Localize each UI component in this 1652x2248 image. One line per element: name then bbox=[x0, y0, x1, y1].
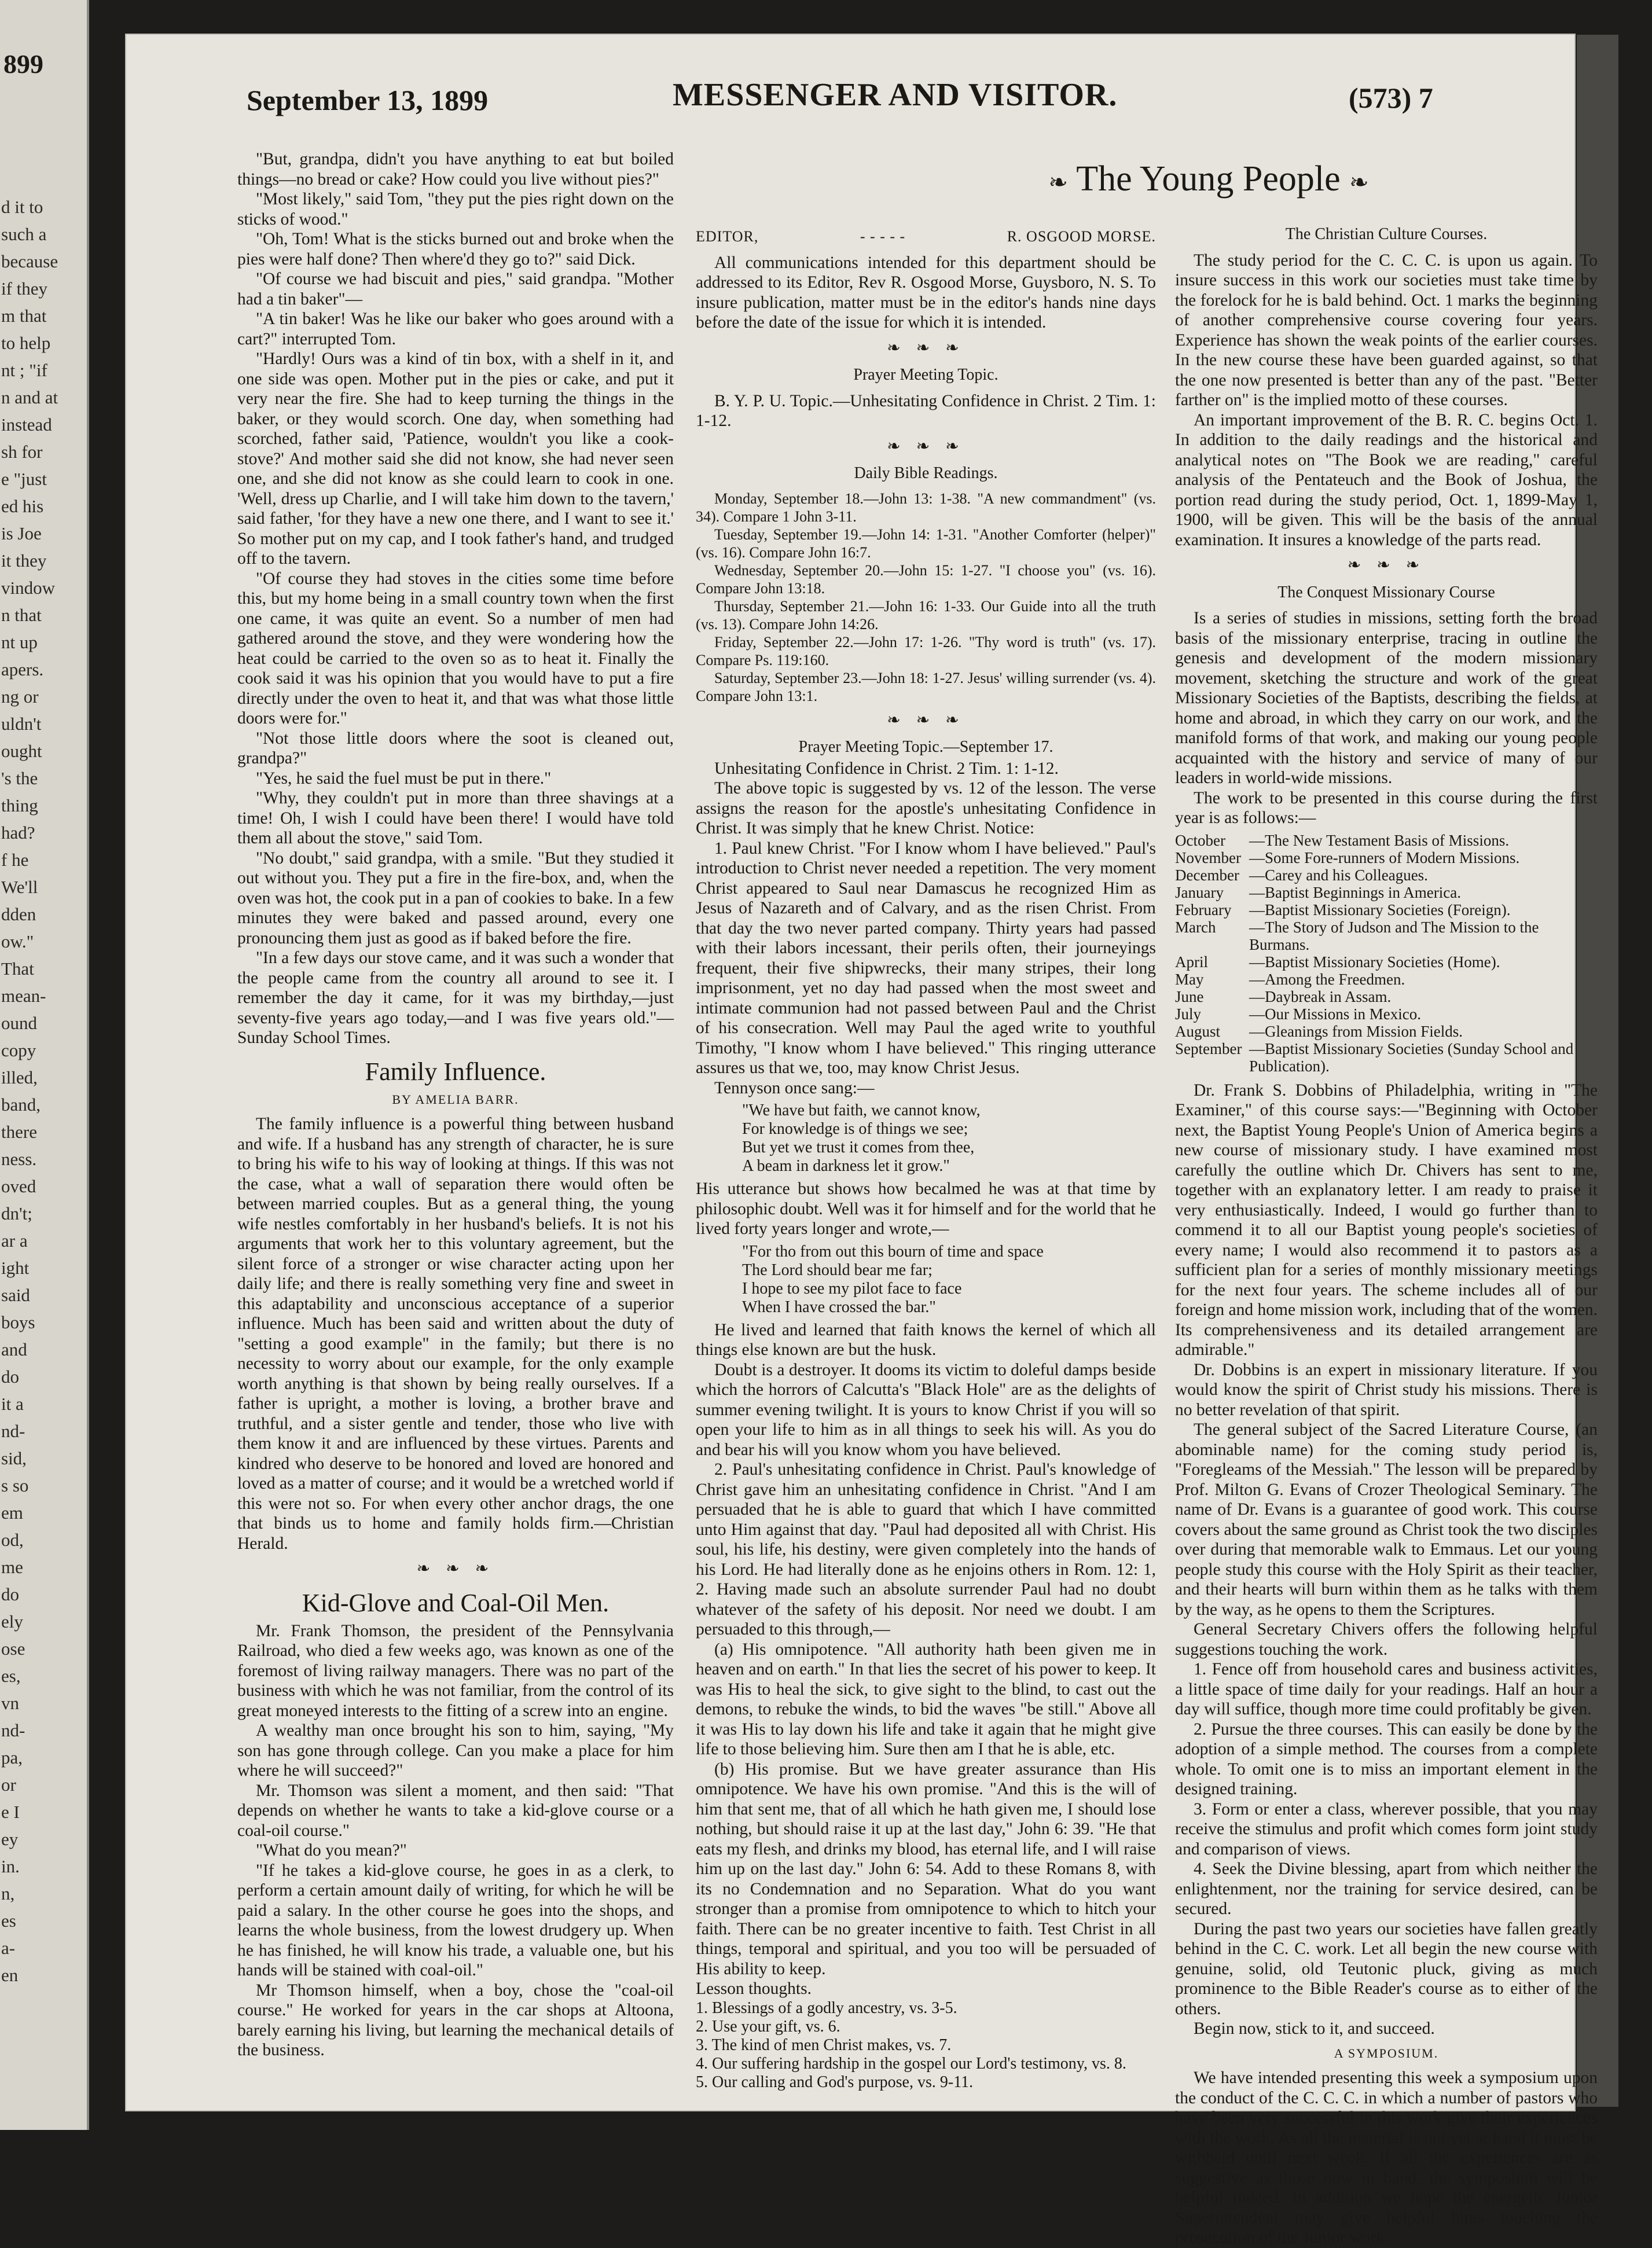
editor-label: EDITOR, bbox=[696, 228, 759, 245]
previous-page-fragment: dn't; bbox=[1, 1203, 32, 1224]
symposium-title: A SYMPOSIUM. bbox=[1334, 2045, 1439, 2060]
previous-page-fragment: 's the bbox=[1, 768, 38, 788]
previous-page-fragment: dden bbox=[1, 904, 36, 924]
newspaper-page bbox=[125, 34, 1598, 2247]
previous-page-fragment: We'll bbox=[1, 877, 38, 897]
story-paragraph: "Of course we had biscuit and pies," said grandpa. "Mother had a tin baker"— bbox=[237, 270, 674, 308]
story-paragraph: "Hardly! Ours was a kind of tin box, with a shelf in it, and one side was open. Mother put in the pies or cake, and put it very near the fire. She had to keep turning the things in the baker, or they would scorch. One day, when something had scorched, father said, 'Patience, wouldn't you like a cook-stove?' And mother said she did not know, she had never seen one, and she did not know as she could learn to cook in one. 'Well, dress up Charlie, and I will take him down to the tavern,' said father, 'for they have a new one there, and I want to see it.' So mother put on my cap, and I took father's hand, and trudged off to the tavern. bbox=[237, 350, 674, 568]
conquest-paragraph: The work to be presented in this course during the first year is as follows:— bbox=[1175, 788, 1598, 827]
poem-line: When I have crossed the bar." bbox=[742, 1298, 936, 1316]
previous-page-number: 899 bbox=[3, 49, 43, 79]
crossing-the-bar-poem bbox=[742, 1243, 1156, 1317]
previous-page-fragment: there bbox=[1, 1122, 37, 1142]
poem-line: "For tho from out this bourn of time and space bbox=[742, 1242, 1044, 1261]
culture-paragraph: The study period for the C. C. C. is upon us again. To insure success in this work our societies must take time by the forelock for he is bald behind. Oct. 1 marks the beginning of another comprehensive course covering four years. Experience has shown the weak points of the earlier courses. In the new course these have been guarded against, so that the one now presented is better than any of the past. "Better farther on" is the implied motto of these courses. bbox=[1175, 251, 1598, 409]
topic-article-continued bbox=[696, 1320, 1156, 1979]
previous-page-fragment: n, bbox=[1, 1883, 15, 1904]
schedule-row bbox=[1175, 901, 1598, 919]
topic-paragraph: The above topic is suggested by vs. 12 of the lesson. The verse assigns the reason for the apostle's unhesitating Confidence in Christ. It was simply that he knew Christ. Notice: bbox=[696, 779, 1156, 838]
schedule-month: November bbox=[1175, 848, 1241, 866]
commentary-paragraph: Dr. Dobbins is an expert in missionary literature. If you would know the spirit of Christ study his missions. There is no better revelation of that spirit. bbox=[1175, 1360, 1598, 1419]
symposium-text: We have intended presenting this week a symposium upon the conduct of the C. C. C. in which a number of pastors who have been very successful in this work give their experiences with the work. As all the material is not yet at hand it must be withheld until next week. If all the experiences are as suggestive as those now in hand, the symposium will be helpful indeed. In addition we hope the energetic Junior Superintendent may give helpful hints touching the prosecution of the Junior work. bbox=[1175, 2069, 1598, 2247]
conquest-course-article bbox=[1175, 608, 1598, 828]
previous-page-fragment: d it to bbox=[1, 197, 43, 217]
previous-page-fragment: sh for bbox=[1, 442, 43, 462]
schedule-row bbox=[1175, 849, 1598, 866]
previous-page-fragment: em bbox=[1, 1503, 23, 1523]
editor-line bbox=[696, 227, 1156, 247]
topic-paragraph: Doubt is a destroyer. It dooms its victim to doleful damps beside which the horrors of Calcutta's "Black Hole" are as the delights of summer evening twilight. It is yours to know Christ if you will so open your life to him as in all things to seek his will. As you do and bear his will you know whom you have believed. bbox=[696, 1360, 1156, 1459]
previous-page-fragment: e I bbox=[1, 1802, 20, 1822]
kid-glove-paragraph: Mr. Frank Thomson, the president of the Pennsylvania Railroad, who died a few weeks ago, was known as one of the foremost of living railway managers. There was no part of the business with which he was not familiar, from the control of its great moneyed interests to the fitting of a screw into an engine. bbox=[237, 1621, 674, 1720]
schedule-topic: —Daybreak in Assam. bbox=[1249, 987, 1392, 1005]
commentary-paragraph: 2. Pursue the three courses. This can easily be done by the adoption of a simple method. The courses from a complete whole. To omit one is to miss an important element in the designed training. bbox=[1175, 1720, 1598, 1798]
topic-paragraph: 1. Paul knew Christ. "For I know whom I have believed." Paul's introduction to Christ never needed a repetition. The very moment Christ appeared to Saul near Damascus he recognized Him as Jesus of Nazareth and of Calvary, and as the risen Christ. From that day the two never parted company. Thirty years had passed with their labors incessant, their perils often, their journeyings frequent, their five shipwrecks, their many stripes, their long imprisonment, yet no day had passed when the most sweet and intimate communion had not passed between Paul and the Christ of his consecration. Well may Paul the aged write to youthful Timothy, "I know whom I have believed." This ringing utterance assures us that we, too, may know Christ Jesus. bbox=[696, 839, 1156, 1077]
topic-paragraph: (a) His omnipotence. "All authority hath been given me in heaven and on earth." In that lies the secret of his power to keep. It was His to heal the sick, to give sight to the blind, to cast out the demons, to rebuke the winds, to bid the waves "be still." Above all it was His to lay down his life and take it again that he might give life to those believing him. Sure then am I that he is able, etc. bbox=[696, 1640, 1156, 1758]
daily-readings-title: Daily Bible Readings. bbox=[854, 464, 998, 482]
schedule-row bbox=[1175, 971, 1598, 988]
reading-item: Tuesday, September 19.—John 14: 1-31. "Another Comforter (helper)" (vs. 16). Compare John 16:7. bbox=[696, 526, 1156, 561]
schedule-topic: —Some Fore-runners of Modern Missions. bbox=[1249, 848, 1520, 866]
column-right bbox=[1175, 225, 1598, 2248]
schedule-row bbox=[1175, 866, 1598, 884]
commentary-paragraph: 3. Form or enter a class, wherever possible, that you may receive the stimulus and profit which comes form joint study and comparison of views. bbox=[1175, 1799, 1598, 1858]
previous-page-fragment: apers. bbox=[1, 659, 44, 679]
story-paragraph: "Not those little doors where the soot is cleaned out, grandpa?" bbox=[237, 729, 674, 767]
column-left bbox=[237, 149, 674, 2060]
schedule-month: January bbox=[1175, 883, 1224, 901]
schedule-row bbox=[1175, 1040, 1598, 1075]
kid-glove-paragraph: Mr. Thomson was silent a moment, and then said: "That depends on whether he wants to take a kid-glove course or a coal-oil course." bbox=[237, 1781, 674, 1840]
kid-glove-paragraph: "What do you mean?" bbox=[256, 1841, 407, 1860]
previous-page-fragment: en bbox=[1, 1965, 19, 1985]
previous-page-fragment: m that bbox=[1, 306, 47, 326]
kid-glove-title: Kid-Glove and Coal-Oil Men. bbox=[302, 1588, 610, 1617]
previous-page-fragment: and bbox=[1, 1339, 27, 1360]
schedule-month: December bbox=[1175, 866, 1239, 884]
family-influence-title: Family Influence. bbox=[365, 1057, 546, 1086]
commentary-paragraph: General Secretary Chivers offers the following helpful suggestions touching the work. bbox=[1175, 1620, 1598, 1659]
previous-page-fragment: sid, bbox=[1, 1448, 27, 1468]
schedule-row bbox=[1175, 1023, 1598, 1040]
previous-page-fragment: is Joe bbox=[1, 523, 42, 543]
previous-page-fragment: ed his bbox=[1, 496, 44, 516]
reading-item: Thursday, September 21.—John 16: 1-33. Our Guide into all the truth (vs. 13). Compare John 14:26. bbox=[696, 597, 1156, 633]
previous-page-fragment: e "just bbox=[1, 469, 47, 489]
submission-notice: All communications intended for this department should be addressed to its Editor, Rev R. Osgood Morse, Guysboro, N. S. To insure publication, matter must be in the editor's hands nine days before the date of the issue for which it is intended. bbox=[696, 253, 1156, 332]
schedule-month: October bbox=[1175, 831, 1225, 849]
lesson-item: 5. Our calling and God's purpose, vs. 9-11. bbox=[696, 2073, 974, 2091]
previous-page-fragment: vn bbox=[1, 1693, 19, 1713]
ornament-divider: ❧ ❧ ❧ bbox=[887, 711, 965, 729]
previous-page-fragment: nd- bbox=[1, 1720, 25, 1740]
topic-title: Prayer Meeting Topic.—September 17. bbox=[798, 738, 1053, 756]
previous-page-fragment: n and at bbox=[1, 387, 58, 407]
schedule-month: May bbox=[1175, 970, 1204, 988]
previous-page-fragment: thing bbox=[1, 795, 38, 816]
previous-page-fragment: es, bbox=[1, 1666, 21, 1686]
schedule-month: July bbox=[1175, 1005, 1202, 1023]
schedule-topic: —The New Testament Basis of Missions. bbox=[1249, 831, 1510, 849]
lesson-item: 2. Use your gift, vs. 6. bbox=[696, 2017, 840, 2036]
previous-page-fragment: a- bbox=[1, 1938, 16, 1958]
previous-page-fragment: vindow bbox=[1, 578, 55, 598]
family-influence-text: The family influence is a powerful thing between husband and wife. If a husband has any strength of character, he is sure to bring his wife to his way of looking at things. If this was not the case, what a wall of separation there would often be between married couples. But as a general thing, the young wife nestles comfortably in her husband's beliefs. It is not his arguments that work her to this voluntary agreement, but the silent force of a stronger or wise character acting upon her daily life; and there is really something very fine and sweet in this adaptability and unconscious acceptance of a superior influence. Much has been said and written about the duty of "setting a good example" in the family; but there is no necessity to worry about our example, for the only example worth anything is that shown by being really ourselves. If a father is upright, a mother is loving, a brother brave and truthful, and a sister gentle and tender, those who live with them know it and are influenced by these virtues. Parents and kindred who deserve to be honored and loved are honored and loved as a matter of course; and it would be a wretched world if this were not so. For when every other anchor drags, the one that binds us to home and family holds firm.—Christian Herald. bbox=[237, 1115, 674, 1553]
previous-page-fragment: ness. bbox=[1, 1149, 37, 1169]
family-influence-byline: BY AMELIA BARR. bbox=[392, 1092, 519, 1107]
schedule-row bbox=[1175, 919, 1598, 953]
previous-page-fragment: ar a bbox=[1, 1230, 28, 1251]
commentary-paragraph: Dr. Frank S. Dobbins of Philadelphia, writing in "The Examiner," of this course says:—"Beginning with October next, the Baptist Young People's Union of America begins a new course of missionary study. I have examined most carefully the outline which Dr. Chivers has sent to me, together with an explanatory letter. I am ready to praise it very enthusiastically. Indeed, I would go further than to commend it to all our Baptist young people's societies of every name; I would also recommend it to pastors as a sufficient plan for a series of monthly missionary meetings for the next four years. The scheme includes all of our foreign and home mission work, including that of the women. Its comprehensiveness and its detailed arrangement are admirable." bbox=[1175, 1081, 1598, 1359]
schedule-month: February bbox=[1175, 901, 1232, 919]
story-paragraph: "Most likely," said Tom, "they put the pies right down on the sticks of wood." bbox=[237, 190, 674, 229]
poem-line: The Lord should bear me far; bbox=[742, 1261, 933, 1279]
editor-dashes: - - - - - bbox=[860, 228, 906, 245]
previous-page-fragment: do bbox=[1, 1367, 19, 1387]
previous-page-fragment: because bbox=[1, 251, 58, 271]
previous-page-fragment: boys bbox=[1, 1312, 35, 1332]
previous-page-fragment: instead bbox=[1, 414, 52, 435]
story-paragraph: "Of course they had stoves in the cities some time before this, but my home being in a small country town when the first one came, it was quite an event. So a number of men had gathered around the stove, and they were wondering how the heat could be carried to the oven so as to heat it. Finally the cook said it was his opinion that you would have to put a fire directly under the oven to heat it, and that was what those little doors were for." bbox=[237, 569, 674, 728]
header-page-number: (573) 7 bbox=[1349, 82, 1433, 114]
column-middle bbox=[696, 225, 1156, 2092]
previous-page-fragment: ound bbox=[1, 1013, 37, 1033]
culture-courses-title: The Christian Culture Courses. bbox=[1285, 225, 1488, 243]
schedule-topic: —Our Missions in Mexico. bbox=[1249, 1005, 1421, 1023]
tennyson-poem bbox=[742, 1101, 1156, 1176]
schedule-topic: —Baptist Beginnings in America. bbox=[1249, 883, 1461, 901]
previous-page-fragment: uldn't bbox=[1, 714, 42, 734]
previous-page-fragment: to help bbox=[1, 333, 51, 353]
reading-item: Friday, September 22.—John 17: 1-26. "Thy word is truth" (vs. 17). Compare Ps. 119:160. bbox=[696, 633, 1156, 668]
section-heading bbox=[977, 159, 1440, 200]
course-commentary bbox=[1175, 1081, 1598, 2039]
reading-item: Monday, September 18.—John 13: 1-38. "A new commandment" (vs. 34). Compare 1 John 3-11. bbox=[696, 490, 1156, 525]
previous-page-fragment: mean- bbox=[1, 986, 46, 1006]
commentary-paragraph: The general subject of the Sacred Literature Course, (an abominable name) for the coming study period is, "Foregleams of the Messiah." The lesson will be prepared by Prof. Milton G. Evans of Crozer Theological Seminary. The name of Dr. Evans is a guarantee of good work. This course covers about the same ground as Christ took the two disciples over during that memorable walk to Emmaus. Let our young people study this course with the Holy Spirit as their teacher, and their hearts will burn within them as he talks with them by the way, as he opens to them the Scriptures. bbox=[1175, 1420, 1598, 1619]
schedule-month: August bbox=[1175, 1022, 1221, 1040]
story-paragraph: "Yes, he said the fuel must be put in there." bbox=[256, 769, 552, 788]
conquest-course-title: The Conquest Missionary Course bbox=[1277, 583, 1495, 601]
previous-page-fragment: nt ; "if bbox=[1, 360, 47, 380]
poem-line: A beam in darkness let it grow." bbox=[742, 1157, 950, 1175]
culture-paragraph: An important improvement of the B. R. C. begins Oct. 1. In addition to the daily readings and the historical and analytical notes on "The Book we are reading," careful analysis of the Pentateuch and the Book of Joshua, the portion read during the study period, Oct. 1, 1899-May 1, 1900, will be given. This will be the basis of the annual examination. It insures a knowledge of the parts read. bbox=[1175, 410, 1598, 549]
previous-page-fragment: in. bbox=[1, 1856, 20, 1876]
course-schedule-table bbox=[1175, 832, 1598, 1075]
previous-page-fragment: nd- bbox=[1, 1421, 25, 1441]
previous-page-fragment: pa, bbox=[1, 1747, 23, 1768]
story-paragraph: "A tin baker! Was he like our baker who goes around with a cart?" interrupted Tom. bbox=[237, 310, 674, 348]
commentary-paragraph: 1. Fence off from household cares and business activities, a little space of time daily for your readings. Half an hour a day will suffice, though more time could profitably be given. bbox=[1175, 1660, 1598, 1718]
prayer-topic-title: Prayer Meeting Topic. bbox=[853, 366, 998, 384]
commentary-paragraph: During the past two years our societies have fallen greatly behind in the C. C. work. Let all begin the new course with genuine, solid, old Teutonic pluck, giving as much prominence to the Bible Reader's course as to either of the others. bbox=[1175, 1919, 1598, 2018]
schedule-month: March bbox=[1175, 918, 1216, 936]
story-paragraph: "No doubt," said grandpa, with a smile. "But they studied it out without you. They put a fire in the fire-box, and, when the oven was hot, the cook put in a pan of cookies to bake. In a few minutes they were baked and passed around, every one pronouncing them just as good as if baked before the fire. bbox=[237, 848, 674, 947]
previous-page-fragment: band, bbox=[1, 1094, 41, 1115]
story-paragraph: "Oh, Tom! What is the sticks burned out and broke when the pies were half done? Then where'd they go to?" said Dick. bbox=[237, 230, 674, 269]
fleuron-icon: ❧ bbox=[1048, 169, 1068, 196]
lesson-item: 1. Blessings of a godly ancestry, vs. 3-5. bbox=[696, 1999, 957, 2017]
fleuron-icon: ❧ bbox=[1349, 169, 1369, 196]
poem-line: I hope to see my pilot face to face bbox=[742, 1279, 962, 1298]
previous-page-fragment: it they bbox=[1, 550, 47, 571]
previous-page-fragment: nt up bbox=[1, 632, 38, 652]
previous-page-fragment: ose bbox=[1, 1639, 25, 1659]
previous-page-fragment: ng or bbox=[1, 686, 39, 707]
commentary-paragraph: 4. Seek the Divine blessing, apart from which neither the enlightenment, nor the training for service desired, can be secured. bbox=[1175, 1860, 1598, 1918]
poem-line: For knowledge is of things we see; bbox=[742, 1120, 968, 1138]
reading-item: Wednesday, September 20.—John 15: 1-27. "I choose you" (vs. 16). Compare John 13:18. bbox=[696, 561, 1156, 597]
kid-glove-paragraph: A wealthy man once brought his son to him, saying, "My son has gone through college. Can you make a place for him where he will succeed?" bbox=[237, 1721, 674, 1780]
schedule-month: April bbox=[1175, 953, 1208, 971]
ornament-divider: ❧ ❧ ❧ bbox=[887, 339, 965, 357]
schedule-topic: —Baptist Missionary Societies (Foreign). bbox=[1249, 901, 1511, 919]
kid-glove-article bbox=[237, 1621, 674, 2060]
topic-paragraph: (b) His promise. But we have greater assurance than His omnipotence. We have his own promise. "And this is the will of him that sent me, that of all which he hath given me, I should lose nothing, but should raise it up at the last day," John 6: 39. "He that eats my flesh, and drinks my blood, has eternal life, and I will raise him up on the last day." John 6: 54. Add to these Romans 8, with its no Condemnation and no Separation. What do you want stronger than a promise from omnipotence to which to hitch your faith. There can be no greater incentive to faith. Test Christ in all things, temporal and spiritual, and you too will be persuaded of His ability to keep. bbox=[696, 1760, 1156, 1978]
story-paragraph: "In a few days our stove came, and it was such a wonder that the people came from the country all around to see it. I remember the day it came, for it was my birthday,—just seventy-five years ago today,—and I was five years old."—Sunday School Times. bbox=[237, 949, 674, 1047]
schedule-row bbox=[1175, 832, 1598, 849]
schedule-topic: —Carey and his Colleagues. bbox=[1249, 866, 1428, 884]
previous-page-fragment: That bbox=[1, 958, 34, 979]
schedule-row bbox=[1175, 953, 1598, 971]
topic-subtitle: Unhesitating Confidence in Christ. 2 Tim. 1: 1-12. bbox=[714, 759, 1059, 778]
previous-page-fragment: me bbox=[1, 1557, 23, 1577]
ornament-divider: ❧ ❧ ❧ bbox=[416, 1560, 495, 1578]
previous-page-edge bbox=[0, 0, 89, 2130]
previous-page-fragment: or bbox=[1, 1775, 16, 1795]
schedule-row bbox=[1175, 988, 1598, 1005]
lesson-item: 3. The kind of men Christ makes, vs. 7. bbox=[696, 2036, 952, 2054]
commentary-paragraph: Begin now, stick to it, and succeed. bbox=[1194, 2019, 1435, 2038]
culture-courses-article bbox=[1175, 251, 1598, 550]
previous-page-fragment: f he bbox=[1, 850, 29, 870]
previous-page-fragment: od, bbox=[1, 1530, 24, 1550]
topic-paragraph: 2. Paul's unhesitating confidence in Christ. Paul's knowledge of Christ gave him an unhesitating confidence in Christ. "And I am persuaded that he is able to guard that which I have committed unto Him against that day. "Paul had deposited all with Christ. His soul, his life, his destiny, were given completely into the hands of his Lord. He had literally done as he enjoins others in Rom. 12: 1, 2. Having made such an absolute surrender Paul had no doubt whatever of the safety of his deposit. Nor need we doubt. I am persuaded to this through,— bbox=[696, 1460, 1156, 1639]
schedule-topic: —Baptist Missionary Societies (Sunday School and Publication). bbox=[1249, 1039, 1574, 1075]
schedule-topic: —Gleanings from Mission Fields. bbox=[1249, 1022, 1463, 1040]
schedule-topic: —Among the Freedmen. bbox=[1249, 970, 1405, 988]
previous-page-fragment: do bbox=[1, 1584, 19, 1604]
previous-page-fragment: ought bbox=[1, 741, 42, 761]
schedule-month: September bbox=[1175, 1039, 1242, 1057]
editor-name: R. OSGOOD MORSE. bbox=[1007, 228, 1156, 245]
header-title: MESSENGER AND VISITOR. bbox=[673, 77, 1118, 113]
schedule-row bbox=[1175, 884, 1598, 901]
kid-glove-paragraph: Mr Thomson himself, when a boy, chose the "coal-oil course." He worked for years in the car shops at Altoona, barely earning his living, but learning the mechanical details of the business. bbox=[237, 1981, 674, 2059]
prayer-topic-text: B. Y. P. U. Topic.—Unhesitating Confidence in Christ. 2 Tim. 1: 1-12. bbox=[696, 391, 1156, 430]
previous-page-fragment: n that bbox=[1, 605, 42, 625]
topic-paragraph: Tennyson once sang:— bbox=[714, 1078, 875, 1097]
schedule-topic: —Baptist Missionary Societies (Home). bbox=[1249, 953, 1500, 971]
schedule-month: June bbox=[1175, 987, 1204, 1005]
previous-page-fragment: said bbox=[1, 1285, 30, 1305]
poem-line: "We have but faith, we cannot know, bbox=[742, 1101, 981, 1119]
header-date: September 13, 1899 bbox=[247, 84, 489, 116]
previous-page-fragment: oved bbox=[1, 1176, 36, 1196]
previous-page-fragment: such a bbox=[1, 224, 47, 244]
previous-page-fragment: if they bbox=[1, 278, 48, 299]
previous-page-fragment: had? bbox=[1, 822, 35, 843]
previous-page-fragment: s so bbox=[1, 1475, 29, 1496]
daily-readings-list bbox=[696, 490, 1156, 705]
previous-page-fragment: ow." bbox=[1, 931, 34, 952]
story-continued bbox=[237, 149, 674, 1048]
ornament-divider: ❧ ❧ ❧ bbox=[1347, 556, 1426, 574]
previous-page-fragment: es bbox=[1, 1911, 16, 1931]
lesson-thoughts-label: Lesson thoughts. bbox=[696, 1979, 812, 1998]
reading-item: Saturday, September 23.—John 18: 1-27. Jesus' willing surrender (vs. 4). Compare John 13:1. bbox=[696, 669, 1156, 704]
section-title: The Young People bbox=[1076, 159, 1341, 199]
story-paragraph: "Why, they couldn't put in more than three shavings at a time! Oh, I wish I could have been there! I would have told them all about the stove," said Tom. bbox=[237, 789, 674, 847]
story-paragraph: "But, grandpa, didn't you have anything to eat but boiled things—no bread or cake? How could you live without pies?" bbox=[237, 150, 674, 189]
conquest-paragraph: Is a series of studies in missions, setting forth the broad basis of the missionary enterprise, tracing in outline the genesis and development of the modern missionary movement, sketching the structure and work of the great Missionary Societies of the Baptists, describing the fields, at home and abroad, in which they carry on our work, and the manifold forms of that work, and making our young people acquainted with the history and service of many of our leaders in world-wide missions. bbox=[1175, 609, 1598, 787]
previous-page-fragment: it a bbox=[1, 1394, 24, 1414]
previous-page-fragment: ight bbox=[1, 1258, 30, 1278]
lesson-thoughts-list bbox=[696, 1999, 1156, 2092]
previous-page-fragment: ely bbox=[1, 1611, 23, 1632]
previous-page-fragment: illed, bbox=[1, 1067, 38, 1088]
poem-commentary: His utterance but shows how becalmed he was at that time by philosophic doubt. Well was it for himself and for the world that he lived forty years longer and wrote,— bbox=[696, 1180, 1156, 1238]
topic-article bbox=[696, 778, 1156, 1098]
schedule-topic: —The Story of Judson and The Mission to the Burmans. bbox=[1249, 918, 1539, 953]
previous-page-fragment: ey bbox=[1, 1829, 19, 1849]
ornament-divider: ❧ ❧ ❧ bbox=[887, 437, 965, 456]
schedule-row bbox=[1175, 1005, 1598, 1023]
lesson-item: 4. Our suffering hardship in the gospel our Lord's testimony, vs. 8. bbox=[696, 2054, 1126, 2073]
previous-page-fragment: copy bbox=[1, 1040, 36, 1060]
poem-line: But yet we trust it comes from thee, bbox=[742, 1138, 975, 1156]
kid-glove-paragraph: "If he takes a kid-glove course, he goes in as a clerk, to perform a certain amount daily of writing, for which he will be paid a salary. In the other course he goes into the shops, and learns the whole business, from the lowest drudgery up. When he has finished, he will know his trade, a valuable one, but his hands will be stained with coal-oil." bbox=[237, 1861, 674, 1979]
topic-paragraph: He lived and learned that faith knows the kernel of which all things else known are but the husk. bbox=[696, 1320, 1156, 1359]
